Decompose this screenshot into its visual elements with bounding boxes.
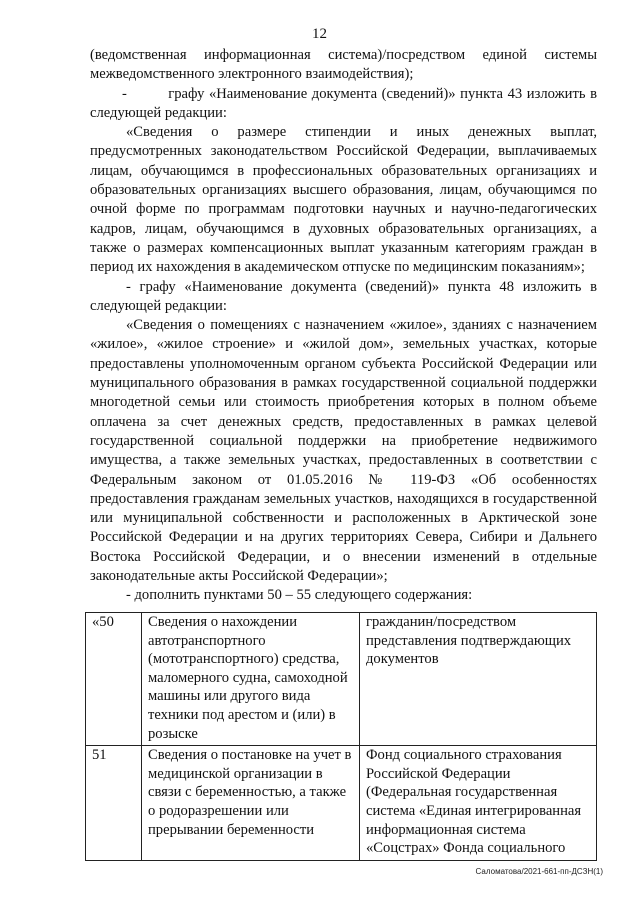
paragraph: - графу «Наименование документа (сведений)» пункта 48 изложить в следующей редакции: bbox=[90, 278, 597, 314]
page-number: 12 bbox=[312, 26, 327, 42]
row-number: 51 bbox=[86, 746, 142, 861]
row-number: «50 bbox=[86, 613, 142, 746]
table-row bbox=[86, 746, 597, 861]
document-source: Фонд социального страхования Российской Федерации (Федеральная государственная система «Единая интегрированная информационная система «Соцстрах» Фонда социального bbox=[360, 746, 597, 861]
paragraph: - графу «Наименование документа (сведений)» пункта 43 изложить в следующей редакции: bbox=[90, 85, 597, 121]
paragraph: - дополнить пунктами 50 – 55 следующего содержания: bbox=[126, 587, 473, 604]
body-text bbox=[90, 46, 597, 606]
paragraph: (ведомственная информационная система)/посредством единой системы межведомственного электронного взаимодействия); bbox=[90, 47, 597, 83]
paragraph: «Сведения о помещениях с назначением «жилое», зданиях с назначением «жилое», «жилое строение» и «жилой дом», земельных участках, которые предоставлены уполномоченным органом субъекта Российской Федерации или муниципального образования в рамках государственной социальной поддержки многодетной семьи или стоимость приобретения которых в полном объеме оплачена за счет денежных средств, предоставленных в рамках целевой государственной социальной поддержки на приобретение недвижимого имущества, а также земельных участках, предоставленных в соответствии с Федеральным законом от 01.05.2016 № 119-ФЗ «Об особенностях предоставления гражданам земельных участков, находящихся в государственной или муниципальной собственности и расположенных в Арктической зоне Российской Федерации и на других территориях Севера, Сибири и Дальнего Востока Российской Федерации, и о внесении изменений в отдельные законодательные акты Российской Федерации»; bbox=[90, 317, 597, 585]
document-name: Сведения о постановке на учет в медицинской организации в связи с беременностью, а также о родоразрешении или прерывании беременности bbox=[142, 746, 360, 861]
document-name: Сведения о нахождении автотранспортного (мототранспортного) средства, маломерного судна, самоходной машины или другого вида техники под арестом и (или) в розыске bbox=[142, 613, 360, 746]
document-source: гражданин/посредством представления подтверждающих документов bbox=[360, 613, 597, 746]
paragraph: «Сведения о размере стипендии и иных денежных выплат, предусмотренных законодательством Российской Федерации, выплачиваемых лицам, обучающимся в профессиональных образовательных организациях и образовательных организациях высшего образования, лицам, обучающимся по очной форме по программам подготовки научных и научно-педагогических кадров, лицам, обучающимся в духовных образовательных организациях, а также о размерах компенсационных выплат указанным категориям граждан в период их нахождения в академическом отпуске по медицинским показаниям»; bbox=[90, 124, 597, 276]
data-table bbox=[85, 612, 597, 861]
table-row bbox=[86, 613, 597, 746]
footer-code: Саломатова/2021-661-пп-ДСЗН(1) bbox=[475, 867, 603, 876]
